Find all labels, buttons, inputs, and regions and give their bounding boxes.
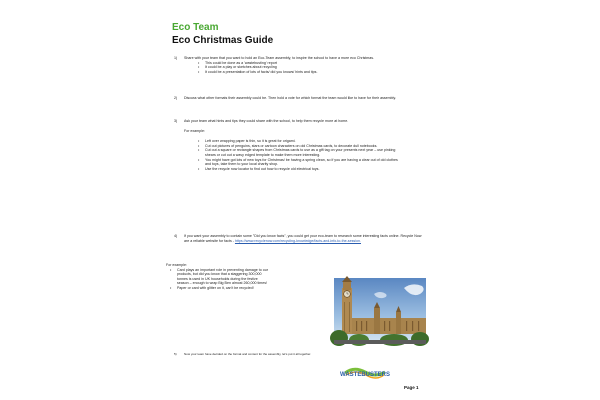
guide-title: Eco Christmas Guide (172, 35, 274, 46)
recycle-now-link[interactable]: https://www.recyclenow.com/recycling-knowledge/facts-and-info-to-the-session. (234, 238, 361, 243)
bullet-item: • Paper or card with glitter on it, can't be recycled! (170, 286, 270, 291)
step-5-text: Now your team have decided on the format and content for the assembly, let's put it all together. (184, 352, 312, 356)
bullet-item: • Card plays an important role in preventing damage to our products, but did you know that a staggering 300,000 tonnes is used in UK households during the festive season – enough to wrap Big Ben almost 260,000 times! (170, 268, 270, 286)
page-number: Page 1 (404, 385, 419, 390)
step-3-text: Ask your team what hints and tips they could share with the school, to help them recycle more at home. (184, 119, 349, 123)
facts-bullets (170, 268, 270, 291)
example-label: For example: (184, 128, 205, 133)
step-3-number: 3) (174, 119, 178, 123)
bullet-item: • Cut out a square or rectangle shapes from Christmas cards to use as a gift tag on your presents next year – use pinking shears or cut out a wavy edged template to make them more interesting. (198, 148, 404, 157)
bullet-item: • Cut out pictures of penguins, stars or cartoon characters on old Christmas cards, to decorate dull notebooks. (198, 144, 404, 149)
document-page (164, 16, 436, 392)
eco-team-title: Eco Team (172, 22, 219, 33)
bullet-item: • Left over wrapping paper is thin, so it is great for origami. (198, 139, 404, 144)
step-3-bullets (198, 139, 404, 171)
step-1-number: 1) (174, 56, 178, 60)
step-1-bullets (198, 61, 424, 75)
bullet-item: • You might have got lots of new toys for Christmas/ be having a spring clean, so if you are having a clear out of old clothes and toys, take them to your local charity shop. (198, 158, 404, 167)
step-2-text: Discuss what other formats their assembly could be. Then hold a vote for which format the team would like to have for their assembly. (184, 96, 396, 100)
facts-section (166, 263, 326, 291)
bullet-item: • This could be done as a 'wastebusting' report (198, 61, 424, 66)
bullet-item: • It could be a play or sketches about recycling (198, 65, 424, 70)
step-2-number: 2) (174, 96, 178, 100)
step-5-number: 5) (174, 352, 177, 356)
step-1-text: Share with your team that you want to hold an Eco-Team assembly, to inspire the school to have a more eco Christmas. (184, 56, 375, 60)
step-4-text: If you want your assembly to contain some "Did you know facts", you could get your eco-team to research some interesting facts online. Recycle Now are a reliable website for facts - (184, 234, 422, 243)
bullet-item: • It could be a presentation of lots of facts/ did you knows/ hints and tips. (198, 70, 424, 75)
big-ben-photo (334, 278, 426, 344)
wastebusters-logo (339, 366, 391, 380)
logo-text: WASTEBUSTERS (339, 372, 391, 378)
step-4-number: 4) (174, 234, 178, 238)
facts-label: For example: (166, 263, 187, 267)
bullet-item: • Use the recycle now locator to find out how to recycle old electrical toys. (198, 167, 404, 172)
